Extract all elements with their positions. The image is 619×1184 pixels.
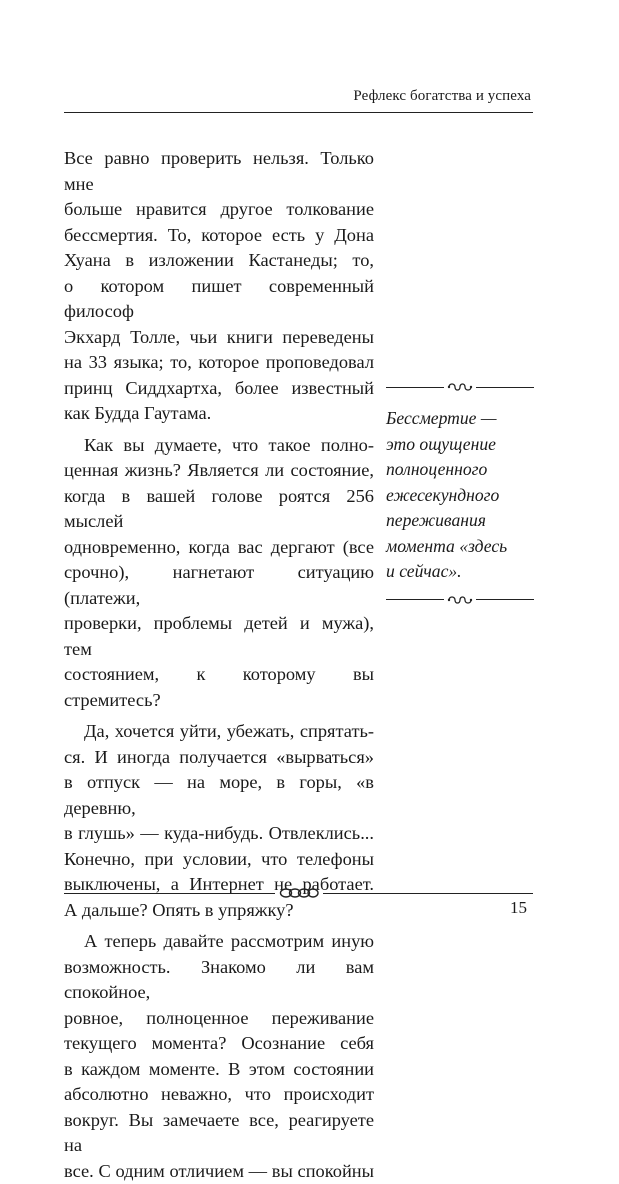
ornament-rule <box>386 599 444 600</box>
quote-line: полноценного <box>386 457 534 483</box>
footer-ornament <box>64 886 533 900</box>
header-rule <box>64 112 533 113</box>
ornament-rule <box>476 387 534 388</box>
text-line: все. С одним отличием — вы спокойны <box>64 1159 374 1184</box>
text-line: Все равно проверить нельзя. Только мне <box>64 146 374 197</box>
text-line: Конечно, при условии, что телефоны <box>64 847 374 873</box>
sidebar-top-ornament <box>386 380 534 394</box>
ornament-rule <box>386 387 444 388</box>
paragraph-1 <box>64 146 374 427</box>
text-line: вокруг. Вы замечаете все, реагируете на <box>64 1108 374 1159</box>
scroll-ornament-icon <box>447 381 473 393</box>
quote-line: Бессмертие — <box>386 406 534 432</box>
text-line: возможность. Знакомо ли вам спокойное, <box>64 955 374 1006</box>
paragraph-2 <box>64 433 374 714</box>
ornament-rule <box>476 599 534 600</box>
quote-line: момента «здесь <box>386 534 534 560</box>
text-line: ровное, полноценное переживание <box>64 1006 374 1032</box>
footer-rule <box>323 893 534 894</box>
quote-line: ежесекундного <box>386 483 534 509</box>
text-line: Экхард Толле, чьи книги переведены <box>64 325 374 351</box>
text-line: срочно), нагнетают ситуацию (платежи, <box>64 560 374 611</box>
text-line: принц Сиддхартха, более известный <box>64 376 374 402</box>
quote-line: переживания <box>386 508 534 534</box>
text-line: о котором пишет современный философ <box>64 274 374 325</box>
body-text <box>64 146 374 1184</box>
text-line: больше нравится другое толкование <box>64 197 374 223</box>
text-line: как Будда Гаутама. <box>64 401 374 427</box>
sidebar-quote <box>386 380 534 607</box>
text-line: ценная жизнь? Является ли состояние, <box>64 458 374 484</box>
chain-ornament-icon <box>279 887 319 899</box>
text-line: проверки, проблемы детей и мужа), тем <box>64 611 374 662</box>
text-line: абсолютно неважно, что происходит <box>64 1082 374 1108</box>
text-line: на 33 языка; то, которое проповедовал <box>64 350 374 376</box>
scroll-ornament-icon <box>447 594 473 606</box>
page-number: 15 <box>510 898 527 918</box>
paragraph-4 <box>64 929 374 1184</box>
text-line: бессмертия. То, которое есть у Дона <box>64 223 374 249</box>
text-line: Да, хочется уйти, убежать, спрятать- <box>64 719 374 745</box>
text-line: в каждом моменте. В этом состоянии <box>64 1057 374 1083</box>
footer-rule <box>64 893 275 894</box>
text-line: одновременно, когда вас дергают (все <box>64 535 374 561</box>
sidebar-bottom-ornament <box>386 593 534 607</box>
text-line: в отпуск — на море, в горы, «в деревню, <box>64 770 374 821</box>
text-line: А дальше? Опять в упряжку? <box>64 898 374 924</box>
text-line: состоянием, к которому вы стремитесь? <box>64 662 374 713</box>
text-line: текущего момента? Осознание себя <box>64 1031 374 1057</box>
sidebar-text <box>386 406 534 585</box>
text-line: ся. И иногда получается «вырваться» <box>64 745 374 771</box>
quote-line: и сейчас». <box>386 559 534 585</box>
text-line: когда в вашей голове роятся 256 мыслей <box>64 484 374 535</box>
text-line: Как вы думаете, что такое полно- <box>64 433 374 459</box>
text-line: Хуана в изложении Кастанеды; то, <box>64 248 374 274</box>
quote-line: это ощущение <box>386 432 534 458</box>
text-line: в глушь» — куда-нибудь. Отвлеклись... <box>64 821 374 847</box>
text-line: выключены, а Интернет не работает. <box>64 872 374 898</box>
text-line: А теперь давайте рассмотрим иную <box>64 929 374 955</box>
running-header: Рефлекс богатства и успеха <box>353 88 531 105</box>
